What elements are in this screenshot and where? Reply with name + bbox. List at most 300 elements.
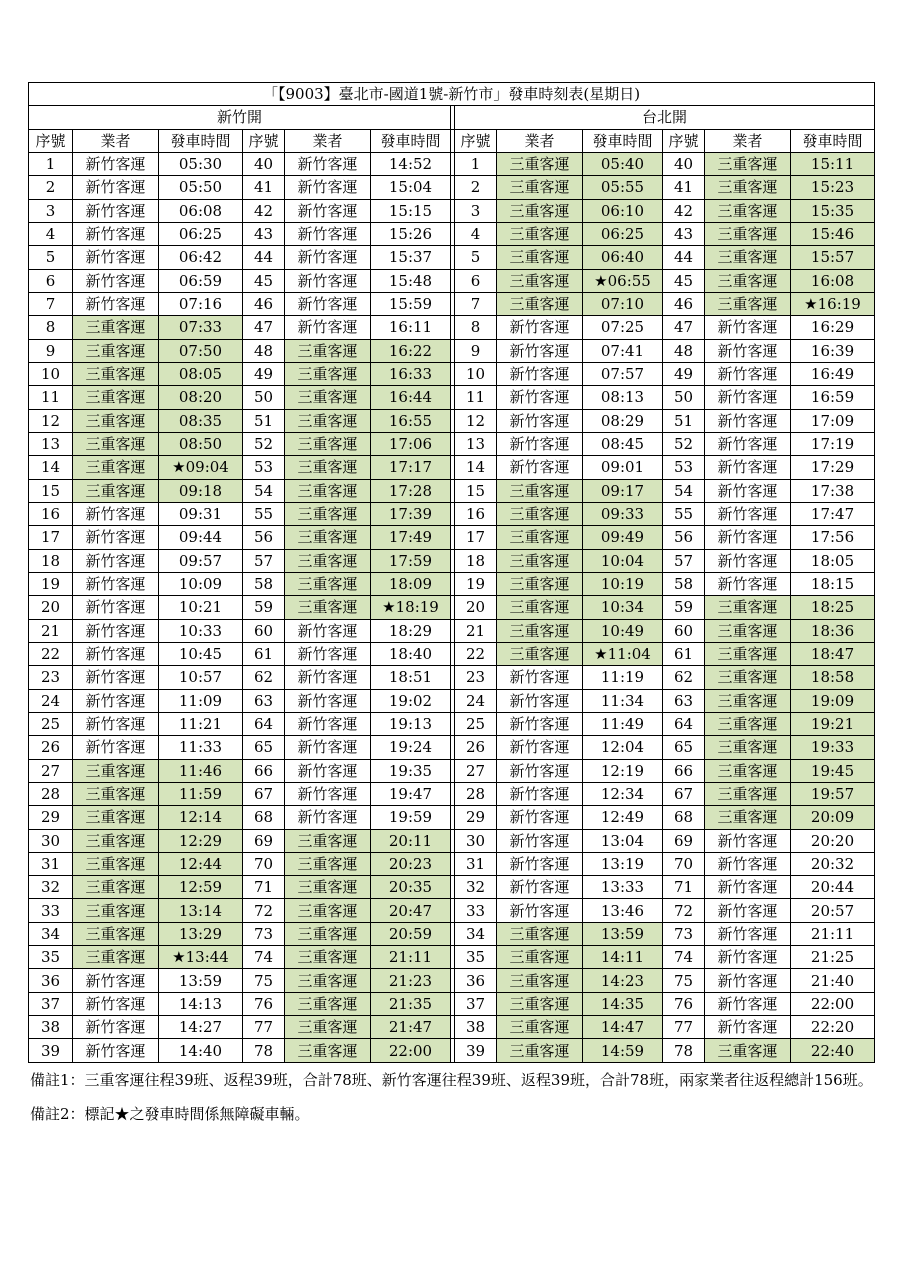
table-row xyxy=(29,596,875,619)
seq-cell: 50 xyxy=(243,386,285,409)
operator-cell: 新竹客運 xyxy=(285,666,371,689)
time-cell: 19:21 xyxy=(791,712,875,735)
operator-cell: 三重客運 xyxy=(705,152,791,175)
operator-cell: 新竹客運 xyxy=(285,782,371,805)
seq-cell: 64 xyxy=(243,712,285,735)
seq-cell: 66 xyxy=(243,759,285,782)
time-cell: 12:29 xyxy=(159,829,243,852)
time-cell: 16:33 xyxy=(371,362,451,385)
time-cell: 19:24 xyxy=(371,736,451,759)
operator-cell: 三重客運 xyxy=(497,292,583,315)
seq-cell: 44 xyxy=(663,246,705,269)
table-row xyxy=(29,456,875,479)
header-time: 發車時間 xyxy=(583,129,663,152)
time-cell: 10:45 xyxy=(159,642,243,665)
time-cell: 06:08 xyxy=(159,199,243,222)
seq-cell: 47 xyxy=(243,316,285,339)
operator-cell: 新竹客運 xyxy=(705,969,791,992)
operator-cell: 新竹客運 xyxy=(73,292,159,315)
time-cell: 15:59 xyxy=(371,292,451,315)
time-cell: 12:14 xyxy=(159,806,243,829)
seq-cell: 33 xyxy=(455,899,497,922)
operator-cell: 三重客運 xyxy=(285,899,371,922)
table-row xyxy=(29,339,875,362)
operator-cell: 三重客運 xyxy=(73,362,159,385)
seq-cell: 12 xyxy=(29,409,73,432)
seq-cell: 59 xyxy=(663,596,705,619)
seq-cell: 11 xyxy=(455,386,497,409)
seq-cell: 72 xyxy=(243,899,285,922)
operator-cell: 三重客運 xyxy=(285,572,371,595)
operator-cell: 三重客運 xyxy=(285,386,371,409)
seq-cell: 76 xyxy=(243,992,285,1015)
operator-cell: 三重客運 xyxy=(285,829,371,852)
operator-cell: 三重客運 xyxy=(705,806,791,829)
time-cell: 11:46 xyxy=(159,759,243,782)
header-seq: 序號 xyxy=(455,129,497,152)
seq-cell: 38 xyxy=(455,1016,497,1039)
seq-cell: 10 xyxy=(29,362,73,385)
seq-cell: 16 xyxy=(29,502,73,525)
time-cell: 17:17 xyxy=(371,456,451,479)
seq-cell: 50 xyxy=(663,386,705,409)
time-cell: 10:04 xyxy=(583,549,663,572)
header-time: 發車時間 xyxy=(159,129,243,152)
time-cell: 08:45 xyxy=(583,432,663,455)
seq-cell: 55 xyxy=(663,502,705,525)
seq-cell: 47 xyxy=(663,316,705,339)
operator-cell: 三重客運 xyxy=(497,502,583,525)
seq-cell: 36 xyxy=(455,969,497,992)
time-cell: 09:49 xyxy=(583,526,663,549)
operator-cell: 三重客運 xyxy=(285,1039,371,1062)
operator-cell: 三重客運 xyxy=(73,759,159,782)
table-row xyxy=(29,969,875,992)
time-cell: 19:57 xyxy=(791,782,875,805)
seq-cell: 58 xyxy=(663,572,705,595)
table-row xyxy=(29,759,875,782)
operator-cell: 新竹客運 xyxy=(73,222,159,245)
note-2: 備註2：標記★之發車時間係無障礙車輛。 xyxy=(30,1105,310,1123)
operator-cell: 三重客運 xyxy=(285,339,371,362)
seq-cell: 15 xyxy=(455,479,497,502)
time-cell: 05:40 xyxy=(583,152,663,175)
seq-cell: 10 xyxy=(455,362,497,385)
time-cell: 07:10 xyxy=(583,292,663,315)
time-cell: 16:08 xyxy=(791,269,875,292)
table-row xyxy=(29,176,875,199)
operator-cell: 新竹客運 xyxy=(73,176,159,199)
seq-cell: 39 xyxy=(455,1039,497,1062)
table-row xyxy=(29,152,875,175)
operator-cell: 新竹客運 xyxy=(285,619,371,642)
time-cell: 16:11 xyxy=(371,316,451,339)
operator-cell: 三重客運 xyxy=(705,269,791,292)
seq-cell: 57 xyxy=(663,549,705,572)
seq-cell: 74 xyxy=(243,946,285,969)
operator-cell: 三重客運 xyxy=(705,642,791,665)
time-cell: 17:47 xyxy=(791,502,875,525)
table-row xyxy=(29,619,875,642)
operator-cell: 三重客運 xyxy=(73,829,159,852)
table-row xyxy=(29,526,875,549)
operator-cell: 新竹客運 xyxy=(73,199,159,222)
seq-cell: 31 xyxy=(455,852,497,875)
seq-cell: 69 xyxy=(663,829,705,852)
seq-cell: 64 xyxy=(663,712,705,735)
seq-cell: 78 xyxy=(243,1039,285,1062)
operator-cell: 三重客運 xyxy=(497,596,583,619)
operator-cell: 新竹客運 xyxy=(285,269,371,292)
time-cell: 08:35 xyxy=(159,409,243,432)
time-cell: 16:29 xyxy=(791,316,875,339)
operator-cell: 三重客運 xyxy=(705,1039,791,1062)
section-taipei-departures: 台北開 xyxy=(455,106,875,129)
seq-cell: 67 xyxy=(243,782,285,805)
header-seq: 序號 xyxy=(243,129,285,152)
seq-cell: 8 xyxy=(455,316,497,339)
time-cell: 20:20 xyxy=(791,829,875,852)
time-cell: 05:55 xyxy=(583,176,663,199)
seq-cell: 20 xyxy=(455,596,497,619)
table-row xyxy=(29,736,875,759)
time-cell: 09:17 xyxy=(583,479,663,502)
time-cell: 11:19 xyxy=(583,666,663,689)
seq-cell: 66 xyxy=(663,759,705,782)
operator-cell: 新竹客運 xyxy=(705,409,791,432)
operator-cell: 三重客運 xyxy=(705,199,791,222)
seq-cell: 16 xyxy=(455,502,497,525)
timetable-sheet xyxy=(28,82,870,1063)
seq-cell: 23 xyxy=(455,666,497,689)
time-cell: 19:47 xyxy=(371,782,451,805)
operator-cell: 新竹客運 xyxy=(73,712,159,735)
operator-cell: 新竹客運 xyxy=(705,992,791,1015)
time-cell: 15:23 xyxy=(791,176,875,199)
time-cell: 09:33 xyxy=(583,502,663,525)
seq-cell: 69 xyxy=(243,829,285,852)
time-cell: 19:33 xyxy=(791,736,875,759)
operator-cell: 三重客運 xyxy=(73,852,159,875)
seq-cell: 40 xyxy=(243,152,285,175)
operator-cell: 三重客運 xyxy=(497,479,583,502)
time-cell: 20:35 xyxy=(371,876,451,899)
seq-cell: 19 xyxy=(29,572,73,595)
operator-cell: 三重客運 xyxy=(285,969,371,992)
time-cell: 11:33 xyxy=(159,736,243,759)
operator-cell: 新竹客運 xyxy=(705,572,791,595)
seq-cell: 53 xyxy=(243,456,285,479)
header-operator: 業者 xyxy=(73,129,159,152)
time-cell: 11:59 xyxy=(159,782,243,805)
operator-cell: 三重客運 xyxy=(73,946,159,969)
operator-cell: 新竹客運 xyxy=(285,222,371,245)
operator-cell: 三重客運 xyxy=(285,922,371,945)
table-row xyxy=(29,1039,875,1062)
time-cell: 14:47 xyxy=(583,1016,663,1039)
seq-cell: 20 xyxy=(29,596,73,619)
seq-cell: 18 xyxy=(29,549,73,572)
time-cell: 19:02 xyxy=(371,689,451,712)
operator-cell: 新竹客運 xyxy=(285,246,371,269)
seq-cell: 26 xyxy=(29,736,73,759)
operator-cell: 新竹客運 xyxy=(285,642,371,665)
time-cell: 18:09 xyxy=(371,572,451,595)
seq-cell: 54 xyxy=(243,479,285,502)
time-cell: 06:40 xyxy=(583,246,663,269)
operator-cell: 三重客運 xyxy=(285,549,371,572)
seq-cell: 49 xyxy=(243,362,285,385)
seq-cell: 61 xyxy=(663,642,705,665)
operator-cell: 新竹客運 xyxy=(497,689,583,712)
operator-cell: 新竹客運 xyxy=(73,549,159,572)
seq-cell: 65 xyxy=(243,736,285,759)
operator-cell: 三重客運 xyxy=(73,876,159,899)
operator-cell: 三重客運 xyxy=(497,1016,583,1039)
operator-cell: 新竹客運 xyxy=(705,549,791,572)
seq-cell: 77 xyxy=(663,1016,705,1039)
seq-cell: 34 xyxy=(455,922,497,945)
time-cell: 13:46 xyxy=(583,899,663,922)
seq-cell: 73 xyxy=(663,922,705,945)
table-row xyxy=(29,946,875,969)
time-cell: 07:16 xyxy=(159,292,243,315)
seq-cell: 36 xyxy=(29,969,73,992)
time-cell: 14:13 xyxy=(159,992,243,1015)
operator-cell: 三重客運 xyxy=(497,246,583,269)
time-cell: 09:31 xyxy=(159,502,243,525)
time-cell: ★13:44 xyxy=(159,946,243,969)
table-row xyxy=(29,806,875,829)
time-cell: 06:42 xyxy=(159,246,243,269)
time-cell: 09:01 xyxy=(583,456,663,479)
operator-cell: 新竹客運 xyxy=(705,362,791,385)
operator-cell: 新竹客運 xyxy=(705,502,791,525)
time-cell: 19:45 xyxy=(791,759,875,782)
seq-cell: 46 xyxy=(663,292,705,315)
time-cell: 15:46 xyxy=(791,222,875,245)
operator-cell: 新竹客運 xyxy=(705,1016,791,1039)
table-row xyxy=(29,992,875,1015)
table-row xyxy=(29,292,875,315)
seq-cell: 70 xyxy=(243,852,285,875)
time-cell: 13:59 xyxy=(159,969,243,992)
time-cell: 17:29 xyxy=(791,456,875,479)
operator-cell: 三重客運 xyxy=(73,432,159,455)
operator-cell: 新竹客運 xyxy=(285,712,371,735)
seq-cell: 61 xyxy=(243,642,285,665)
seq-cell: 27 xyxy=(455,759,497,782)
time-cell: 10:49 xyxy=(583,619,663,642)
operator-cell: 三重客運 xyxy=(73,316,159,339)
time-cell: 12:44 xyxy=(159,852,243,875)
time-cell: 18:58 xyxy=(791,666,875,689)
time-cell: 06:59 xyxy=(159,269,243,292)
time-cell: 10:21 xyxy=(159,596,243,619)
time-cell: 21:40 xyxy=(791,969,875,992)
time-cell: 14:35 xyxy=(583,992,663,1015)
seq-cell: 31 xyxy=(29,852,73,875)
seq-cell: 48 xyxy=(243,339,285,362)
operator-cell: 新竹客運 xyxy=(73,572,159,595)
seq-cell: 35 xyxy=(29,946,73,969)
time-cell: 12:59 xyxy=(159,876,243,899)
seq-cell: 70 xyxy=(663,852,705,875)
header-time: 發車時間 xyxy=(791,129,875,152)
time-cell: 08:05 xyxy=(159,362,243,385)
seq-cell: 1 xyxy=(455,152,497,175)
seq-cell: 43 xyxy=(243,222,285,245)
seq-cell: 71 xyxy=(663,876,705,899)
operator-cell: 三重客運 xyxy=(497,946,583,969)
seq-cell: 45 xyxy=(243,269,285,292)
time-cell: 20:09 xyxy=(791,806,875,829)
seq-cell: 38 xyxy=(29,1016,73,1039)
time-cell: 22:20 xyxy=(791,1016,875,1039)
time-cell: 16:59 xyxy=(791,386,875,409)
operator-cell: 三重客運 xyxy=(285,362,371,385)
seq-cell: 35 xyxy=(455,946,497,969)
operator-cell: 新竹客運 xyxy=(497,782,583,805)
seq-cell: 51 xyxy=(663,409,705,432)
seq-cell: 2 xyxy=(29,176,73,199)
operator-cell: 新竹客運 xyxy=(73,992,159,1015)
operator-cell: 三重客運 xyxy=(705,619,791,642)
seq-cell: 49 xyxy=(663,362,705,385)
seq-cell: 46 xyxy=(243,292,285,315)
seq-cell: 44 xyxy=(243,246,285,269)
time-cell: 21:25 xyxy=(791,946,875,969)
operator-cell: 新竹客運 xyxy=(285,736,371,759)
table-row xyxy=(29,642,875,665)
time-cell: 05:30 xyxy=(159,152,243,175)
operator-cell: 新竹客運 xyxy=(705,852,791,875)
time-cell: 07:41 xyxy=(583,339,663,362)
title-row xyxy=(29,83,875,106)
seq-cell: 28 xyxy=(29,782,73,805)
time-cell: 18:05 xyxy=(791,549,875,572)
operator-cell: 新竹客運 xyxy=(497,806,583,829)
operator-cell: 新竹客運 xyxy=(73,596,159,619)
operator-cell: 新竹客運 xyxy=(285,759,371,782)
seq-cell: 29 xyxy=(29,806,73,829)
seq-cell: 29 xyxy=(455,806,497,829)
operator-cell: 新竹客運 xyxy=(73,246,159,269)
operator-cell: 新竹客運 xyxy=(285,176,371,199)
time-cell: 15:04 xyxy=(371,176,451,199)
operator-cell: 三重客運 xyxy=(497,992,583,1015)
table-row xyxy=(29,852,875,875)
time-cell: 20:57 xyxy=(791,899,875,922)
time-cell: 17:09 xyxy=(791,409,875,432)
time-cell: 18:15 xyxy=(791,572,875,595)
note-1: 備註1：三重客運往程39班、返程39班，合計78班、新竹客運往程39班、返程39班，合計78班，兩家業者往返程總計156班。 xyxy=(30,1071,873,1089)
operator-cell: 新竹客運 xyxy=(705,339,791,362)
time-cell: 11:09 xyxy=(159,689,243,712)
operator-cell: 三重客運 xyxy=(705,712,791,735)
time-cell: 09:44 xyxy=(159,526,243,549)
seq-cell: 60 xyxy=(663,619,705,642)
table-row xyxy=(29,386,875,409)
seq-cell: 8 xyxy=(29,316,73,339)
seq-cell: 59 xyxy=(243,596,285,619)
operator-cell: 新竹客運 xyxy=(73,269,159,292)
seq-cell: 62 xyxy=(663,666,705,689)
header-seq: 序號 xyxy=(663,129,705,152)
time-cell: 18:25 xyxy=(791,596,875,619)
time-cell: 07:50 xyxy=(159,339,243,362)
seq-cell: 75 xyxy=(243,969,285,992)
seq-cell: 41 xyxy=(663,176,705,199)
seq-cell: 74 xyxy=(663,946,705,969)
operator-cell: 三重客運 xyxy=(705,292,791,315)
seq-cell: 12 xyxy=(455,409,497,432)
seq-cell: 72 xyxy=(663,899,705,922)
seq-cell: 21 xyxy=(455,619,497,642)
operator-cell: 新竹客運 xyxy=(705,526,791,549)
operator-cell: 三重客運 xyxy=(73,339,159,362)
table-row xyxy=(29,689,875,712)
seq-cell: 21 xyxy=(29,619,73,642)
operator-cell: 新竹客運 xyxy=(497,409,583,432)
seq-cell: 39 xyxy=(29,1039,73,1062)
time-cell: 14:52 xyxy=(371,152,451,175)
operator-cell: 新竹客運 xyxy=(73,619,159,642)
operator-cell: 新竹客運 xyxy=(285,689,371,712)
operator-cell: 三重客運 xyxy=(73,806,159,829)
time-cell: 17:38 xyxy=(791,479,875,502)
table-row xyxy=(29,409,875,432)
seq-cell: 30 xyxy=(29,829,73,852)
time-cell: 17:59 xyxy=(371,549,451,572)
seq-cell: 75 xyxy=(663,969,705,992)
operator-cell: 三重客運 xyxy=(285,409,371,432)
operator-cell: 三重客運 xyxy=(497,222,583,245)
seq-cell: 77 xyxy=(243,1016,285,1039)
table-row xyxy=(29,432,875,455)
header-operator: 業者 xyxy=(705,129,791,152)
seq-cell: 19 xyxy=(455,572,497,595)
seq-cell: 13 xyxy=(29,432,73,455)
seq-cell: 41 xyxy=(243,176,285,199)
seq-cell: 18 xyxy=(455,549,497,572)
seq-cell: 65 xyxy=(663,736,705,759)
time-cell: 11:34 xyxy=(583,689,663,712)
time-cell: 21:23 xyxy=(371,969,451,992)
operator-cell: 新竹客運 xyxy=(285,292,371,315)
operator-cell: 三重客運 xyxy=(285,852,371,875)
operator-cell: 新竹客運 xyxy=(705,386,791,409)
time-cell: 13:33 xyxy=(583,876,663,899)
operator-cell: 新竹客運 xyxy=(73,1039,159,1062)
operator-cell: 三重客運 xyxy=(285,876,371,899)
table-row xyxy=(29,712,875,735)
time-cell: 20:59 xyxy=(371,922,451,945)
time-cell: 17:39 xyxy=(371,502,451,525)
operator-cell: 三重客運 xyxy=(497,969,583,992)
seq-cell: 76 xyxy=(663,992,705,1015)
operator-cell: 三重客運 xyxy=(285,1016,371,1039)
operator-cell: 新竹客運 xyxy=(73,642,159,665)
operator-cell: 三重客運 xyxy=(497,526,583,549)
time-cell: 09:57 xyxy=(159,549,243,572)
seq-cell: 60 xyxy=(243,619,285,642)
time-cell: 18:29 xyxy=(371,619,451,642)
seq-cell: 22 xyxy=(29,642,73,665)
time-cell: 16:49 xyxy=(791,362,875,385)
seq-cell: 63 xyxy=(663,689,705,712)
operator-cell: 新竹客運 xyxy=(497,736,583,759)
